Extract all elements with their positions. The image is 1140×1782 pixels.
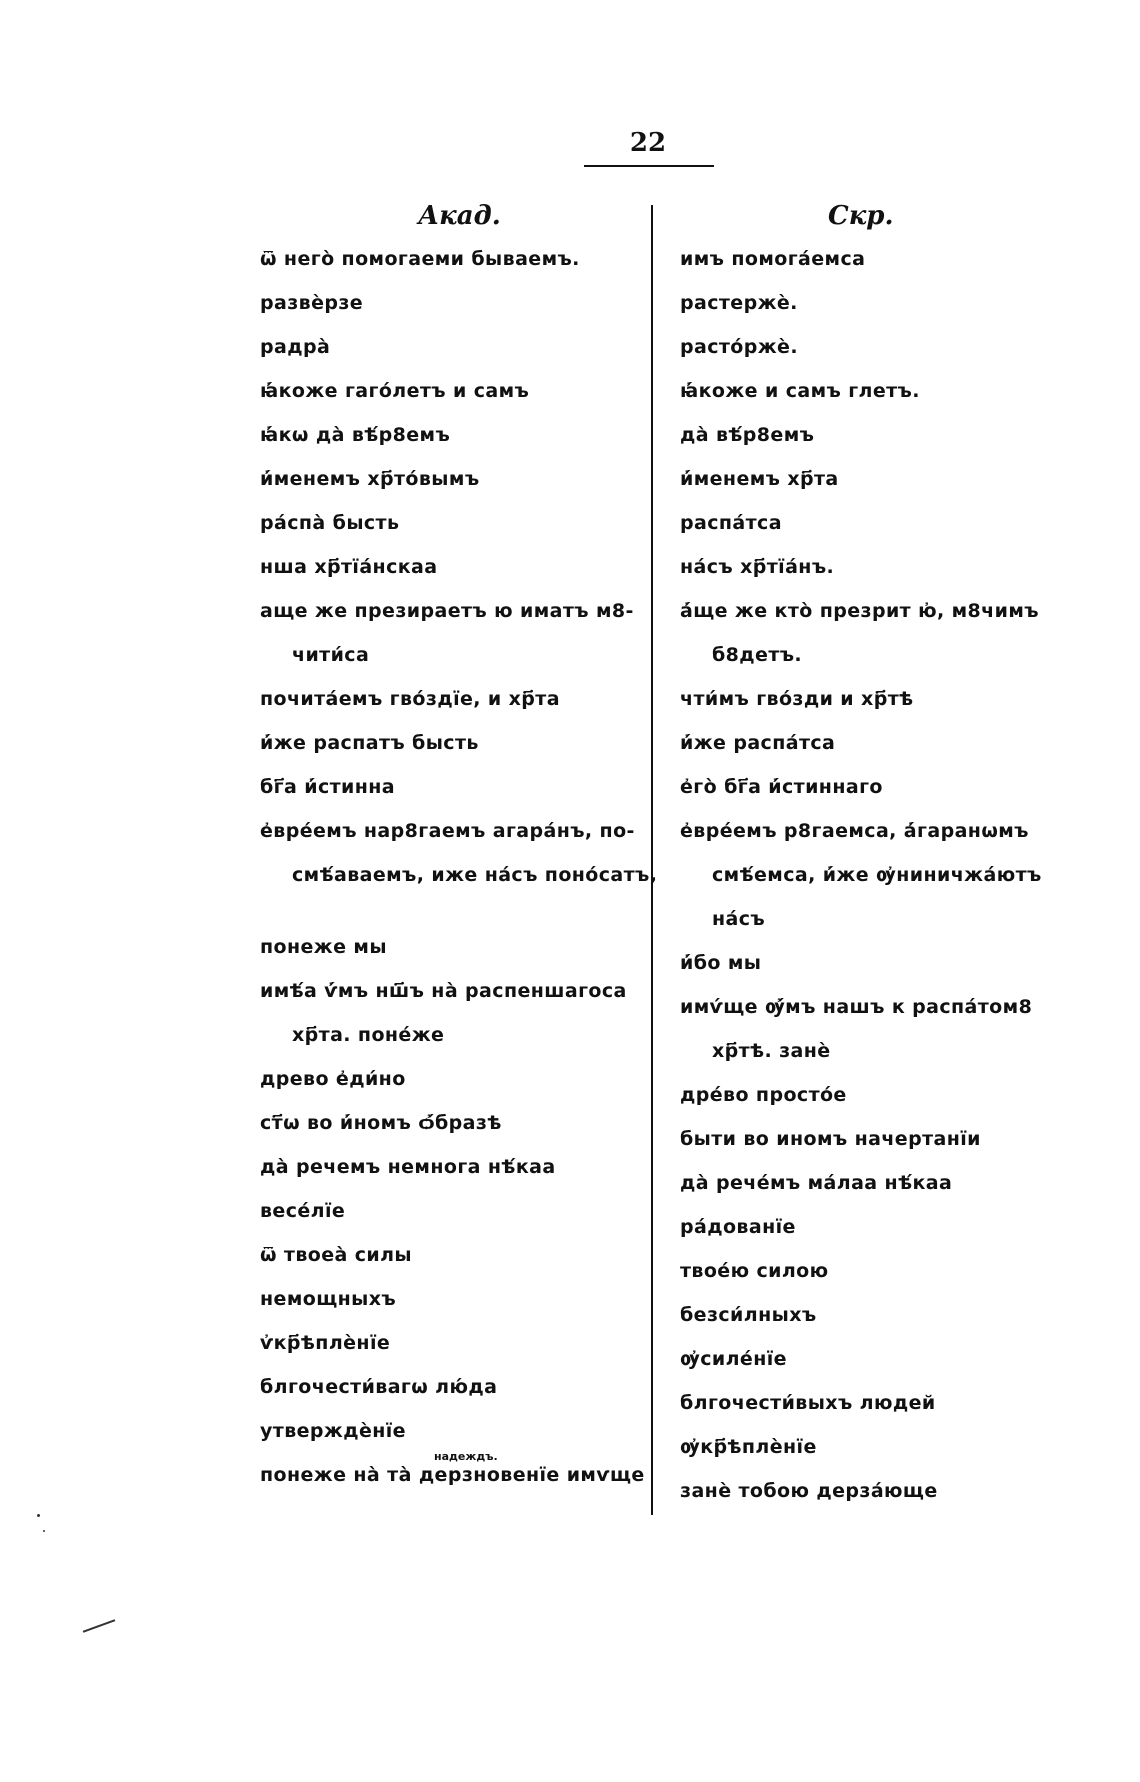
margin-speck <box>43 1530 45 1532</box>
left-line-18: хр҃та. поне́же <box>292 1024 445 1046</box>
margin-speck <box>37 1514 40 1517</box>
left-line-20: ст҃ѡ во и҆́номъ ѻ҆́бразѣ <box>260 1112 502 1134</box>
left-line-19: древо е҆ди́но <box>260 1068 406 1090</box>
right-line-19: хр҃тѣ. занѐ <box>712 1040 831 1062</box>
right-line-29: занѐ тобою дерза́юще <box>680 1480 938 1502</box>
right-line-17: и҆́бо мы <box>680 952 762 974</box>
left-line-3: радра̀ <box>260 336 331 358</box>
left-line-28: понеже на̀ та̀ дерзновенїе имѵще <box>260 1464 645 1486</box>
left-line-16: понеже мы <box>260 936 387 958</box>
left-line-8: нша хр҃тїа́нскаа <box>260 556 438 578</box>
right-column <box>680 195 1080 1513</box>
left-annotation-row <box>260 1450 640 1467</box>
right-line-27: блгочести́выхъ людей <box>680 1392 936 1414</box>
left-line-21: да̀ речемъ немнога нѣ́каа <box>260 1156 556 1178</box>
right-line-3: расто́ржѐ. <box>680 336 798 358</box>
right-line-8: на́съ хр҃тїа́нъ. <box>680 556 835 578</box>
left-line-27: утверждѐнїе <box>260 1420 406 1442</box>
left-line-7: ра́спа̀ бысть <box>260 512 400 534</box>
right-line-1: имъ помога́емса <box>680 248 866 270</box>
left-line-1: ѿ него̀ помогаеми бываемъ. <box>260 248 580 270</box>
right-line-7: распа́тса <box>680 512 782 534</box>
right-line-10: б8детъ. <box>712 644 803 666</box>
left-line-26: блгочести́вагѡ лю́да <box>260 1376 498 1398</box>
right-line-20: дре́во просто́е <box>680 1084 847 1106</box>
left-line-4: ꙗ҆́коже гаго́летъ и самъ <box>260 380 530 402</box>
right-line-13: е҆го̀ бг҃а и҆́стиннаго <box>680 776 883 798</box>
right-line-28: ѹ҆кр҃ѣплѐнїе <box>680 1436 817 1458</box>
right-column-heading: Скр. <box>828 201 894 231</box>
left-line-13: бг҃а и҆́стинна <box>260 776 396 798</box>
left-line-2: развѐрзе <box>260 292 364 314</box>
right-line-12: и҆́же распа́тса <box>680 732 836 754</box>
left-line-22: весе́лїе <box>260 1200 346 1222</box>
right-line-16: на́съ <box>712 908 766 930</box>
left-line-5: ꙗ҆́кѡ да̀ вѣ́р8емъ <box>260 424 451 446</box>
right-line-22: да̀ рече́мъ ма́лаа нѣ́каа <box>680 1172 953 1194</box>
left-line-23: ѿ твоеа̀ силы <box>260 1244 413 1266</box>
left-line-10: чити́са <box>292 644 370 666</box>
left-line-15: смѣ́аваемъ, иже на́съ поно́сатъ, <box>292 864 658 886</box>
right-line-14: е҆вре́емъ р8гаемса, а҆́гаранѡмъ <box>680 820 1029 842</box>
right-line-15: смѣ́емса, и҆́же ѹ҆ниничжа́ютъ <box>712 864 1042 886</box>
right-line-23: ра́дованїе <box>680 1216 796 1238</box>
right-line-11: чти́мъ гво́зди и хр҃тѣ <box>680 688 914 710</box>
right-line-18: имѵ́ще ѹ҆́мъ нашъ к распа́том8 <box>680 996 1033 1018</box>
left-annotation: надеждъ. <box>434 1450 498 1463</box>
right-line-2: растержѐ. <box>680 292 798 314</box>
left-line-24: немощныхъ <box>260 1288 397 1310</box>
left-line-9: аще же презираетъ ю иматъ м8- <box>260 600 634 622</box>
left-line-12: и҆́же распатъ бысть <box>260 732 479 754</box>
right-line-24: твое́ю силою <box>680 1260 829 1282</box>
right-line-21: быти во иномъ начертанїи <box>680 1128 981 1150</box>
right-line-26: ѹ҆силе́нїе <box>680 1348 787 1370</box>
right-line-5: да̀ вѣ́р8емъ <box>680 424 815 446</box>
left-line-6: и҆́менемъ хр҃то́вымъ <box>260 468 480 490</box>
right-line-9: а҆́ще же кто̀ презрит ю҆, м8чимъ <box>680 600 1039 622</box>
right-line-4: ꙗ҆́коже и самъ глетъ. <box>680 380 920 402</box>
margin-pen-stroke <box>83 1619 116 1633</box>
left-column-heading: Акад. <box>418 201 501 231</box>
left-line-11: почита́емъ гво́здїе, и хр҃та <box>260 688 560 710</box>
left-line-17: имѣ́а ѵ҆́мъ нш҃ъ на̀ распеншагоса <box>260 980 627 1002</box>
right-line-25: безси́лныхъ <box>680 1304 817 1326</box>
right-line-6: и҆́менемъ хр҃та <box>680 468 839 490</box>
left-line-14: е҆вре́емъ нар8гаемъ агара́нъ, по- <box>260 820 635 842</box>
page-number: 22 <box>629 128 667 158</box>
page-number-rule <box>584 165 714 167</box>
left-column <box>260 195 658 1497</box>
left-line-25: ѵ҆кр҃ѣплѐнїе <box>260 1332 391 1354</box>
